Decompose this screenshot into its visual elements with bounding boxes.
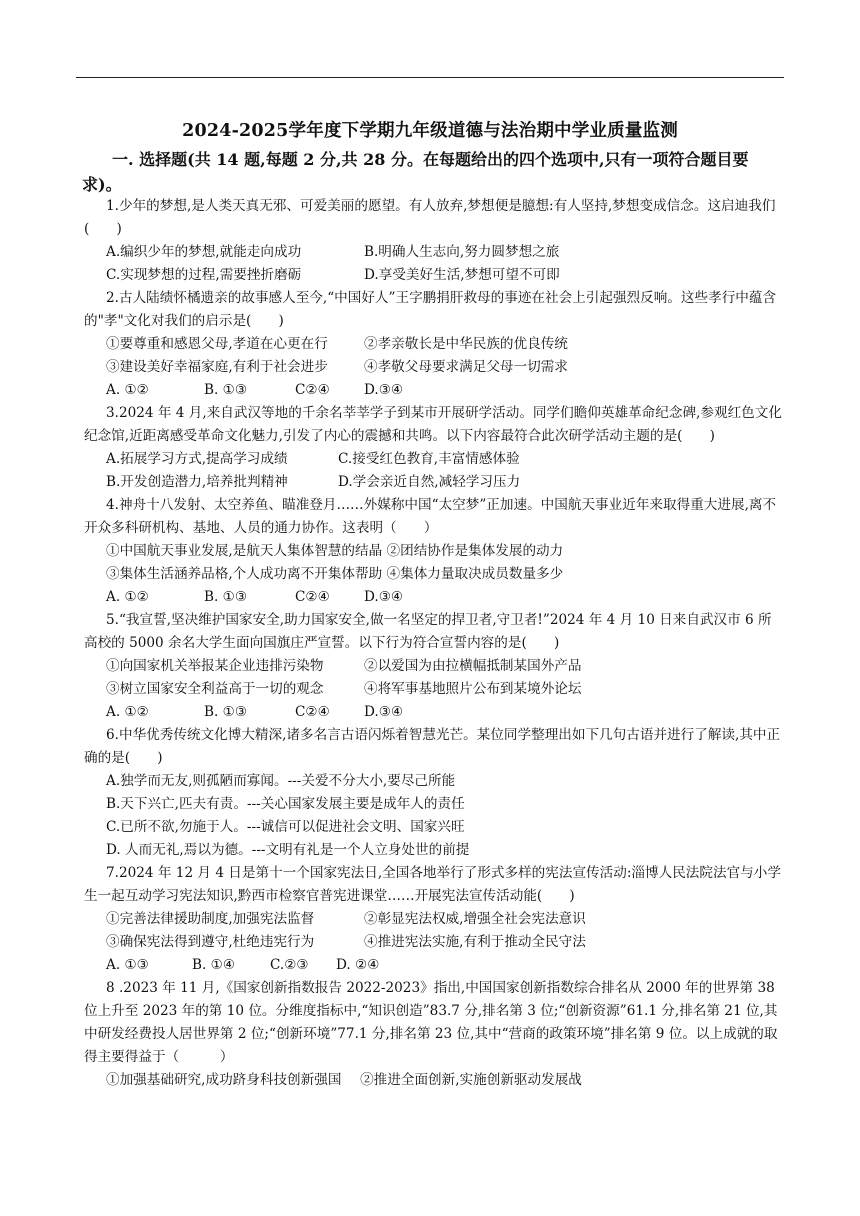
option-row — [84, 241, 782, 264]
statement-1: ①加强基础研究,成功跻身科技创新强国 — [106, 1072, 342, 1088]
page-title: 2024-2025学年度下学期九年级道德与法治期中学业质量监测 — [182, 121, 678, 141]
option-a: A. ①② — [106, 704, 149, 720]
option-row — [84, 954, 782, 977]
option-d: D. 人而无礼,焉以为德。---文明有礼是一个人立身处世的前提 — [106, 842, 470, 858]
option-b: B. ①③ — [204, 589, 248, 605]
question-stem: 7.2024 年 12 月 4 日是第十一个国家宪法日,全国各地举行了形式多样的宪法宣传活动:淄博人民法院法官与小学生一起互动学习宪法知识,黔西市检察官普宪进课堂……开展宪法宣传活动能( ) — [84, 865, 781, 904]
statement-4: ④推进宪法实施,有利于推动全民守法 — [364, 934, 586, 950]
option-c: C.实现梦想的过程,需要挫折磨砺 — [106, 267, 302, 283]
option-d: D.③④ — [364, 589, 404, 605]
statement-2: ②孝亲敬长是中华民族的优良传统 — [364, 336, 568, 352]
statement-row — [84, 931, 782, 954]
option-b: B.天下兴亡,匹夫有责。---关心国家发展主要是成年人的责任 — [106, 796, 465, 812]
option-a: A. ①② — [106, 382, 149, 398]
option-d: D. ②④ — [336, 957, 380, 973]
statement-row — [84, 333, 782, 356]
statement-3: ③集体生活涵养品格,个人成功离不开集体帮助 — [106, 566, 383, 582]
statement-2: ②团结协作是集体发展的动力 — [386, 543, 564, 559]
option-c: C②④ — [295, 382, 330, 398]
statement-row — [84, 540, 782, 563]
option-row — [84, 701, 782, 724]
statement-4: ④孝敬父母要求满足父母一切需求 — [364, 359, 568, 375]
statement-2: ②以爱国为由拉横幅抵制某国外产品 — [364, 658, 582, 674]
questions-body — [84, 195, 782, 1092]
statement-row — [84, 563, 782, 586]
option-a: A.编织少年的梦想,就能走向成功 — [106, 244, 302, 260]
option-row — [84, 264, 782, 287]
question-6 — [84, 724, 782, 862]
option-row — [84, 379, 782, 402]
question-4 — [84, 494, 782, 609]
option-d: D.学会亲近自然,减轻学习压力 — [338, 474, 521, 490]
option-b: B. ①④ — [192, 957, 236, 973]
statement-4: ④集体力量取决成员数量多少 — [386, 566, 564, 582]
option-c: C.接受红色教育,丰富情感体验 — [338, 451, 520, 467]
option-row — [84, 471, 782, 494]
option-c: C②④ — [295, 704, 330, 720]
option-row — [84, 586, 782, 609]
question-stem: 6.中华优秀传统文化博大精深,诸多名言古语闪烁着智慧光芒。某位同学整理出如下几句古语并进行了解读,其中正确的是( ) — [84, 727, 781, 766]
statement-1: ①中国航天事业发展,是航天人集体智慧的结晶 — [106, 543, 383, 559]
statement-3: ③建设美好幸福家庭,有利于社会进步 — [106, 359, 328, 375]
question-stem: 1.少年的梦想,是人类天真无邪、可爱美丽的愿望。有人放弃,梦想便是臆想:有人坚持,梦想变成信念。这启迪我们( ) — [84, 198, 776, 237]
option-d: D.享受美好生活,梦想可望不可即 — [364, 267, 560, 283]
option-a: A. ①② — [106, 589, 149, 605]
option-a: A. ①③ — [106, 957, 149, 973]
question-stem: 3.2024 年 4 月,来自武汉等地的千余名莘莘学子到某市开展研学活动。同学们瞻仰英雄革命纪念碑,参观红色文化纪念馆,近距离感受革命文化魅力,引发了内心的震撼和共鸣。以下内容最符合此次研学活动主题的是( ) — [84, 405, 782, 444]
header-rule — [76, 77, 784, 78]
option-a: A.拓展学习方式,提高学习成绩 — [106, 451, 288, 467]
option-b: B. ①③ — [204, 382, 248, 398]
statement-4: ④将军事基地照片公布到某境外论坛 — [364, 681, 582, 697]
question-stem: 4.神舟十八发射、太空养鱼、瞄准登月……外媒称中国“太空梦”正加速。中国航天事业近年来取得重大进展,离不开众多科研机构、基地、人员的通力协作。这表明（ ） — [84, 497, 777, 536]
option-c: C.②③ — [270, 957, 309, 973]
question-5 — [84, 609, 782, 724]
statement-row — [84, 1069, 782, 1092]
option-d: D.③④ — [364, 704, 404, 720]
question-stem: 5.“我宣誓,坚决维护国家安全,助力国家安全,做一名坚定的捍卫者,守卫者!”2024 年 4 月 10 日来自武汉市 6 所高校的 5000 余名大学生面向国旗庄严宣誓。以下行为符合宣誓内容的是( ) — [84, 612, 772, 651]
option-b: B.明确人生志向,努力圆梦想之旅 — [364, 244, 560, 260]
question-8 — [84, 977, 782, 1092]
option-c: C.已所不欲,勿施于人。---诚信可以促进社会文明、国家兴旺 — [106, 819, 465, 835]
section-heading: 一. 选择题(共 14 题,每题 2 分,共 28 分。在每题给出的四个选项中,只有一项符合题目要求)。 — [82, 150, 749, 194]
question-7 — [84, 862, 782, 977]
statement-row — [84, 655, 782, 678]
statement-1: ①完善法律援助制度,加强宪法监督 — [106, 911, 315, 927]
question-2 — [84, 287, 782, 402]
option-row — [84, 448, 782, 471]
statement-row — [84, 908, 782, 931]
question-1 — [84, 195, 782, 287]
question-stem: 8 .2023 年 11 月,《国家创新指数报告 2022-2023》指出,中国国家创新指数综合排名从 2000 年的世界第 38 位上升至 2023 年的第 10 位。分维度指标中,“知识创造”83.7 分,排名第 3 位;“创新资源”61.1 分,排名第 21 位,其中研发经费投人居世界第 2 位;“创新环境”77.1 分,排名第 23 位,其中“营商的政策环境”排名第 9 位。以上成就的取得主要得益于（ ） — [84, 980, 778, 1065]
question-3 — [84, 402, 782, 494]
statement-2: ②推进全面创新,实施创新驱动发展战 — [360, 1072, 582, 1088]
statement-2: ②彰显宪法权威,增强全社会宪法意识 — [364, 911, 586, 927]
statement-3: ③确保宪法得到遵守,杜绝违宪行为 — [106, 934, 315, 950]
statement-1: ①向国家机关举报某企业违排污染物 — [106, 658, 324, 674]
option-c: C②④ — [295, 589, 330, 605]
option-b: B.开发创造潜力,培养批判精神 — [106, 474, 288, 490]
statement-3: ③树立国家安全利益高于一切的观念 — [106, 681, 324, 697]
option-a: A.独学而无友,则孤陋而寡闻。---关爱不分大小,要尽己所能 — [106, 773, 456, 789]
option-b: B. ①③ — [204, 704, 248, 720]
statement-row — [84, 678, 782, 701]
statement-1: ①要尊重和感恩父母,孝道在心更在行 — [106, 336, 328, 352]
option-d: D.③④ — [364, 382, 404, 398]
statement-row — [84, 356, 782, 379]
question-stem: 2.古人陆绩怀橘遗亲的故事感人至今,“中国好人”王字鹏捐肝救母的事迹在社会上引起强烈反响。这些孝行中蕴含的"孝"文化对我们的启示是( ) — [84, 290, 777, 329]
